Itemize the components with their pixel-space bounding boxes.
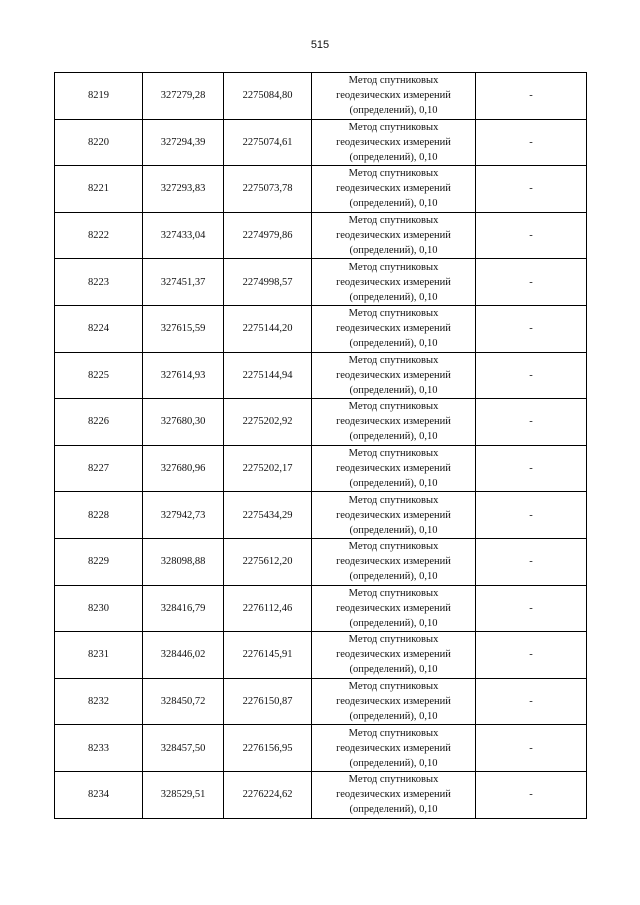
table-row: [55, 632, 587, 679]
note-cell: -: [476, 445, 587, 492]
table-row: [55, 492, 587, 539]
note-cell: -: [476, 725, 587, 772]
table-row: [55, 538, 587, 585]
point-number-cell: 8227: [55, 445, 143, 492]
note-cell: -: [476, 119, 587, 166]
x-coordinate-cell: 328529,51: [143, 771, 224, 818]
x-coordinate-cell: 327451,37: [143, 259, 224, 306]
method-cell: Метод спутниковых геодезических измерений (определений), 0,10: [312, 445, 476, 492]
table-row: [55, 585, 587, 632]
x-coordinate-cell: 327942,73: [143, 492, 224, 539]
x-coordinate-cell: 327680,96: [143, 445, 224, 492]
note-cell: -: [476, 538, 587, 585]
x-coordinate-cell: 327294,39: [143, 119, 224, 166]
x-coordinate-cell: 328416,79: [143, 585, 224, 632]
method-cell: Метод спутниковых геодезических измерений (определений), 0,10: [312, 678, 476, 725]
note-cell: -: [476, 678, 587, 725]
note-cell: -: [476, 166, 587, 213]
point-number-cell: 8231: [55, 632, 143, 679]
x-coordinate-cell: 328098,88: [143, 538, 224, 585]
method-cell: Метод спутниковых геодезических измерений (определений), 0,10: [312, 538, 476, 585]
point-number-cell: 8233: [55, 725, 143, 772]
y-coordinate-cell: 2276112,46: [224, 585, 312, 632]
table-row: [55, 259, 587, 306]
method-cell: Метод спутниковых геодезических измерений (определений), 0,10: [312, 119, 476, 166]
note-cell: -: [476, 585, 587, 632]
method-cell: Метод спутниковых геодезических измерений (определений), 0,10: [312, 259, 476, 306]
method-cell: Метод спутниковых геодезических измерений (определений), 0,10: [312, 73, 476, 120]
y-coordinate-cell: 2276224,62: [224, 771, 312, 818]
table-row: [55, 73, 587, 120]
note-cell: -: [476, 399, 587, 446]
coordinates-table-body: [55, 73, 587, 819]
point-number-cell: 8225: [55, 352, 143, 399]
x-coordinate-cell: 328450,72: [143, 678, 224, 725]
method-cell: Метод спутниковых геодезических измерений (определений), 0,10: [312, 305, 476, 352]
point-number-cell: 8219: [55, 73, 143, 120]
x-coordinate-cell: 327615,59: [143, 305, 224, 352]
note-cell: -: [476, 259, 587, 306]
note-cell: -: [476, 771, 587, 818]
x-coordinate-cell: 327433,04: [143, 212, 224, 259]
x-coordinate-cell: 327279,28: [143, 73, 224, 120]
method-cell: Метод спутниковых геодезических измерений (определений), 0,10: [312, 352, 476, 399]
method-cell: Метод спутниковых геодезических измерений (определений), 0,10: [312, 771, 476, 818]
point-number-cell: 8230: [55, 585, 143, 632]
method-cell: Метод спутниковых геодезических измерений (определений), 0,10: [312, 632, 476, 679]
note-cell: -: [476, 632, 587, 679]
page-number: 515: [310, 39, 330, 51]
x-coordinate-cell: 328457,50: [143, 725, 224, 772]
y-coordinate-cell: 2276145,91: [224, 632, 312, 679]
y-coordinate-cell: 2275434,29: [224, 492, 312, 539]
y-coordinate-cell: 2276156,95: [224, 725, 312, 772]
method-cell: Метод спутниковых геодезических измерений (определений), 0,10: [312, 725, 476, 772]
method-cell: Метод спутниковых геодезических измерений (определений), 0,10: [312, 492, 476, 539]
y-coordinate-cell: 2274979,86: [224, 212, 312, 259]
point-number-cell: 8229: [55, 538, 143, 585]
table-row: [55, 399, 587, 446]
point-number-cell: 8226: [55, 399, 143, 446]
point-number-cell: 8222: [55, 212, 143, 259]
x-coordinate-cell: 327680,30: [143, 399, 224, 446]
x-coordinate-cell: 328446,02: [143, 632, 224, 679]
point-number-cell: 8221: [55, 166, 143, 213]
point-number-cell: 8220: [55, 119, 143, 166]
y-coordinate-cell: 2275144,94: [224, 352, 312, 399]
y-coordinate-cell: 2275084,80: [224, 73, 312, 120]
table-row: [55, 445, 587, 492]
method-cell: Метод спутниковых геодезических измерений (определений), 0,10: [312, 585, 476, 632]
method-cell: Метод спутниковых геодезических измерений (определений), 0,10: [312, 399, 476, 446]
note-cell: -: [476, 212, 587, 259]
table-row: [55, 771, 587, 818]
note-cell: -: [476, 305, 587, 352]
table-row: [55, 305, 587, 352]
y-coordinate-cell: 2274998,57: [224, 259, 312, 306]
point-number-cell: 8234: [55, 771, 143, 818]
table-row: [55, 678, 587, 725]
table-row: [55, 212, 587, 259]
point-number-cell: 8223: [55, 259, 143, 306]
table-row: [55, 166, 587, 213]
y-coordinate-cell: 2275612,20: [224, 538, 312, 585]
x-coordinate-cell: 327293,83: [143, 166, 224, 213]
y-coordinate-cell: 2275074,61: [224, 119, 312, 166]
table-row: [55, 119, 587, 166]
coordinates-table: [54, 72, 587, 819]
note-cell: -: [476, 492, 587, 539]
x-coordinate-cell: 327614,93: [143, 352, 224, 399]
y-coordinate-cell: 2276150,87: [224, 678, 312, 725]
y-coordinate-cell: 2275144,20: [224, 305, 312, 352]
note-cell: -: [476, 73, 587, 120]
y-coordinate-cell: 2275073,78: [224, 166, 312, 213]
method-cell: Метод спутниковых геодезических измерений (определений), 0,10: [312, 212, 476, 259]
table-row: [55, 352, 587, 399]
point-number-cell: 8232: [55, 678, 143, 725]
method-cell: Метод спутниковых геодезических измерений (определений), 0,10: [312, 166, 476, 213]
point-number-cell: 8228: [55, 492, 143, 539]
y-coordinate-cell: 2275202,92: [224, 399, 312, 446]
point-number-cell: 8224: [55, 305, 143, 352]
table-row: [55, 725, 587, 772]
note-cell: -: [476, 352, 587, 399]
y-coordinate-cell: 2275202,17: [224, 445, 312, 492]
